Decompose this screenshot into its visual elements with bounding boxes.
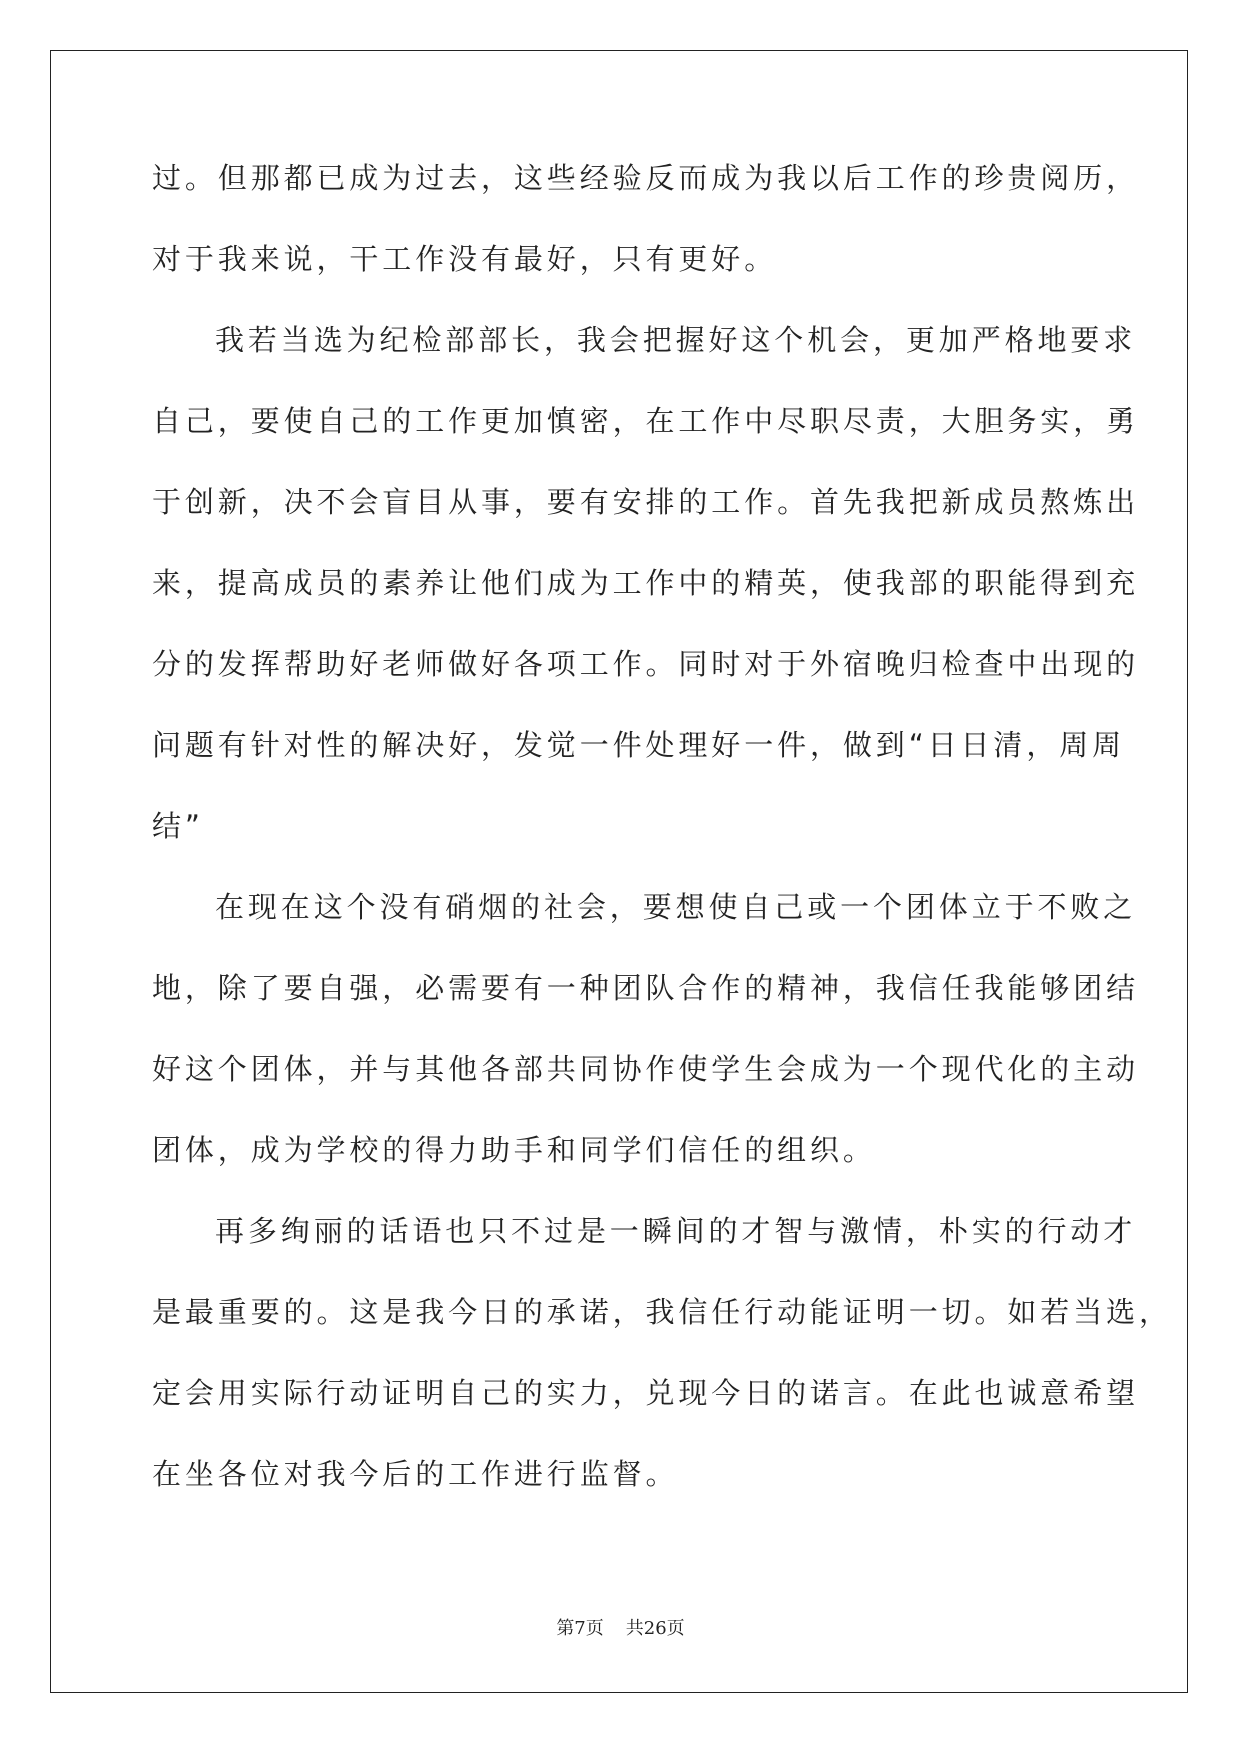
page-number: 第7页 [556,1618,604,1639]
text-line: 团体，成为学校的得力助手和同学们信任的组织。 [152,1133,876,1167]
text-line: 好这个团体，并与其他各部共同协作使学生会成为一个现代化的主动 [152,1052,1140,1086]
page-border [50,50,1188,1693]
text-line: 在现在这个没有硝烟的社会，要想使自己或一个团体立于不败之 [215,890,1137,924]
text-line: 自己，要使自己的工作更加慎密，在工作中尽职尽责，大胆务实，勇 [152,404,1140,438]
page-footer [0,1614,1241,1640]
text-line: 地，除了要自强，必需要有一种团队合作的精神，我信任我能够团结 [152,971,1140,1005]
page-total: 共26页 [625,1618,685,1639]
text-line: 再多绚丽的话语也只不过是一瞬间的才智与激情，朴实的行动才 [215,1214,1137,1248]
text-line: 问题有针对性的解决好，发觉一件处理好一件，做到“日日清，周周 [152,728,1126,762]
text-line: 于创新，决不会盲目从事，要有安排的工作。首先我把新成员熬炼出 [152,485,1140,519]
text-line: 分的发挥帮助好老师做好各项工作。同时对于外宿晚归检查中出现的 [152,647,1140,681]
text-line: 对于我来说，干工作没有最好，只有更好。 [152,242,778,276]
text-line: 是最重要的。这是我今日的承诺，我信任行动能证明一切。如若当选， [152,1295,1172,1329]
text-line: 结” [152,809,204,843]
text-line: 定会用实际行动证明自己的实力，兑现今日的诺言。在此也诚意希望 [152,1376,1140,1410]
text-line: 来，提高成员的素养让他们成为工作中的精英，使我部的职能得到充 [152,566,1140,600]
text-line: 过。但那都已成为过去，这些经验反而成为我以后工作的珍贵阅历， [152,161,1140,195]
text-line: 我若当选为纪检部部长，我会把握好这个机会，更加严格地要求 [215,323,1137,357]
text-line: 在坐各位对我今后的工作进行监督。 [152,1457,679,1491]
